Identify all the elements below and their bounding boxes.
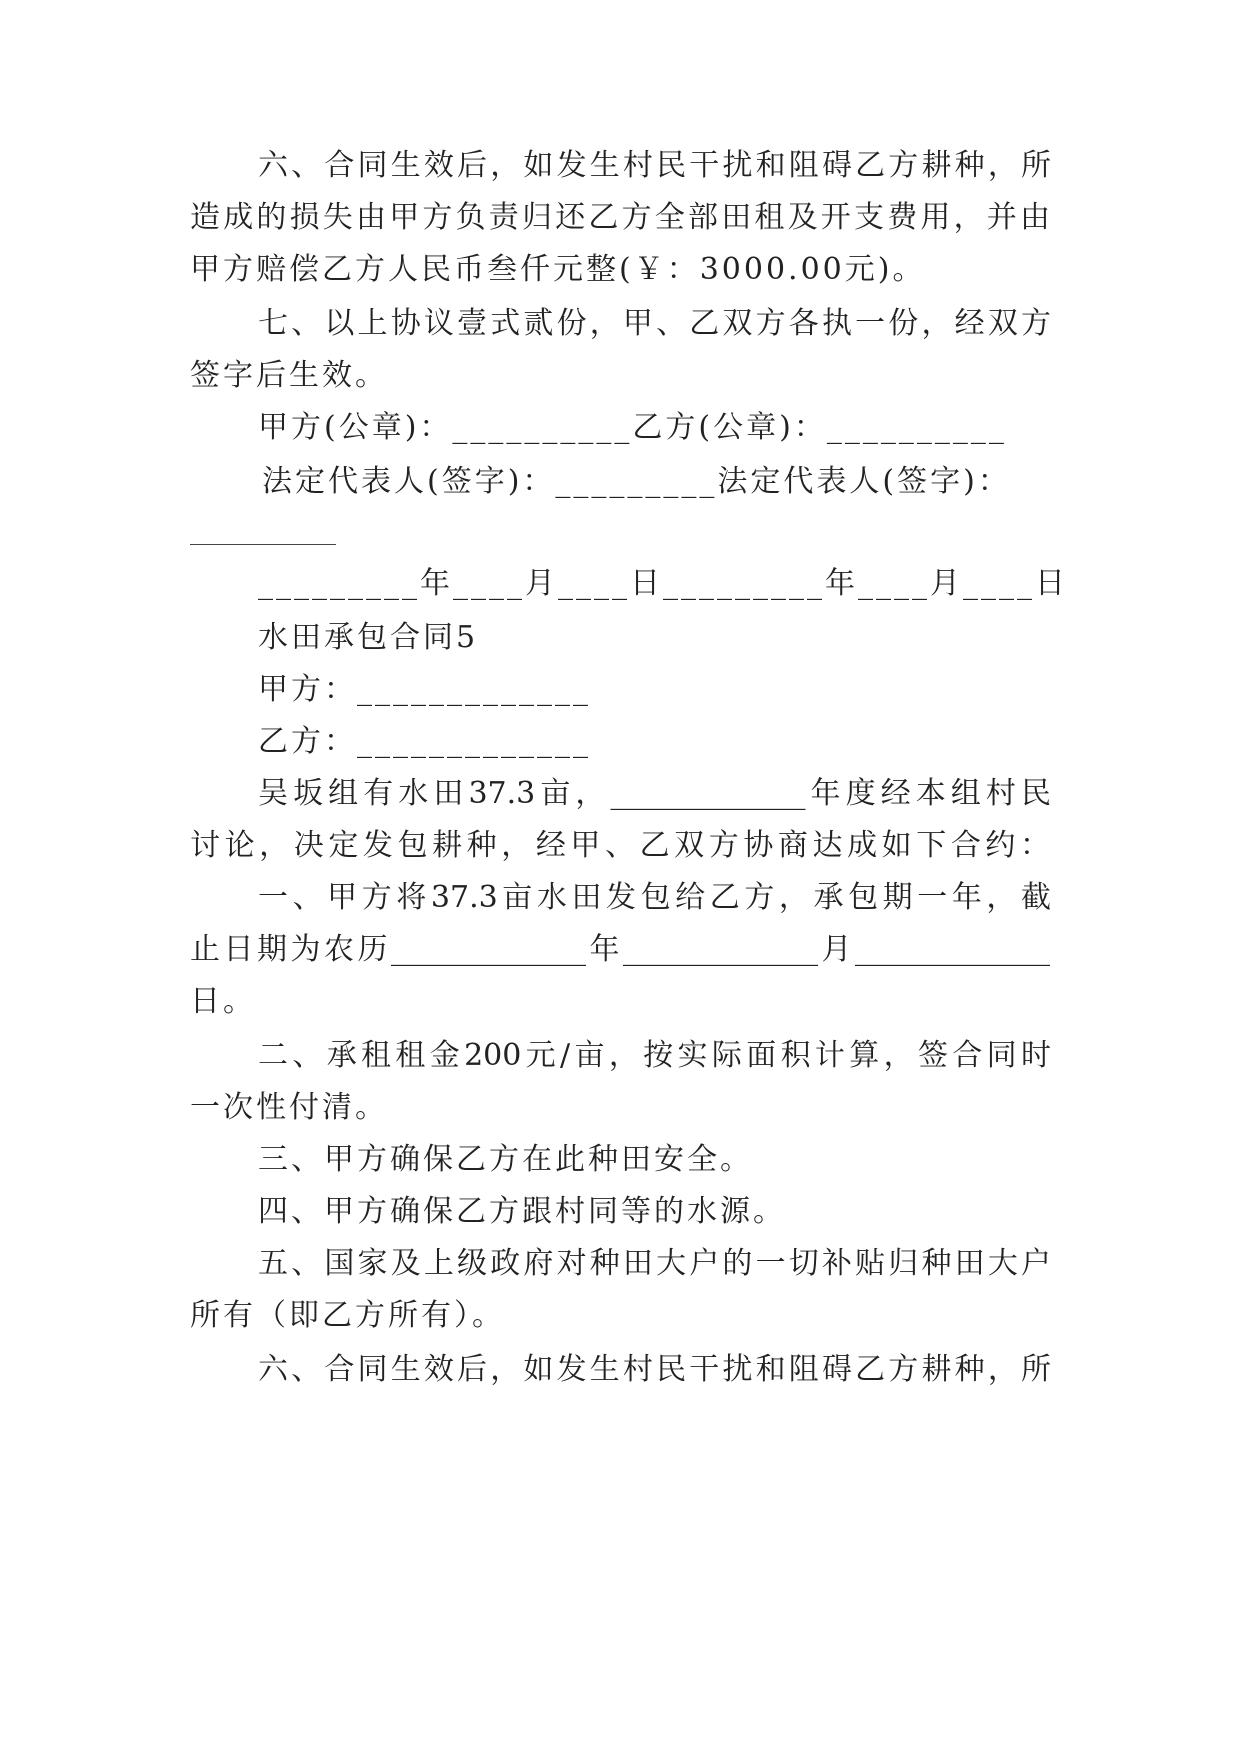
clause-1-line-3: 日。 — [190, 984, 256, 1019]
clause-6-line-3: 甲方赔偿乙方人民币叁仟元整(￥：3000.00元)。 — [190, 252, 926, 287]
clause-5-line-1: 五、国家及上级政府对种田大户的一切补贴归种田大户 — [258, 1246, 1051, 1281]
clause-6-new-line-1: 六、合同生效后，如发生村民干扰和阻碍乙方耕种，所 — [258, 1352, 1051, 1387]
signature-representative-line: 法定代表人(签字)：_________法定代表人(签字)： — [262, 464, 1011, 499]
party-a-line: 甲方：_____________ — [258, 672, 591, 707]
signature-blank-line — [190, 544, 336, 545]
clause-2-line-2: 一次性付清。 — [190, 1090, 388, 1125]
intro-line-2: 讨论，决定发包耕种，经甲、乙双方协商达成如下合约： — [190, 828, 1050, 863]
clause-1-line-2: 止日期为农历_____________年_____________月_____________ — [190, 932, 1050, 967]
clause-4: 四、甲方确保乙方跟村同等的水源。 — [258, 1194, 786, 1229]
clause-5-line-2: 所有（即乙方所有）。 — [190, 1298, 505, 1333]
party-b-line: 乙方：_____________ — [258, 724, 591, 759]
contract-title: 水田承包合同5 — [258, 620, 479, 655]
signature-date-line: _________年____月____日_________年____月____日 — [258, 566, 1068, 601]
clause-7-line-2: 签字后生效。 — [190, 358, 388, 393]
clause-3: 三、甲方确保乙方在此种田安全。 — [258, 1142, 753, 1177]
clause-7-line-1: 七、以上协议壹式贰份，甲、乙双方各执一份，经双方 — [258, 306, 1051, 341]
clause-6-line-1: 六、合同生效后，如发生村民干扰和阻碍乙方耕种，所 — [258, 148, 1051, 183]
clause-1-line-1: 一、甲方将37.3亩水田发包给乙方，承包期一年，截 — [258, 880, 1051, 915]
clause-6-line-2: 造成的损失由甲方负责归还乙方全部田租及开支费用，并由 — [190, 200, 1050, 235]
intro-line-1: 吴坂组有水田37.3亩，_____________年度经本组村民 — [258, 776, 1051, 811]
signature-seal-line: 甲方(公章)：__________乙方(公章)：__________ — [258, 410, 1007, 445]
clause-2-line-1: 二、承租租金200元/亩，按实际面积计算，签合同时 — [258, 1038, 1051, 1073]
